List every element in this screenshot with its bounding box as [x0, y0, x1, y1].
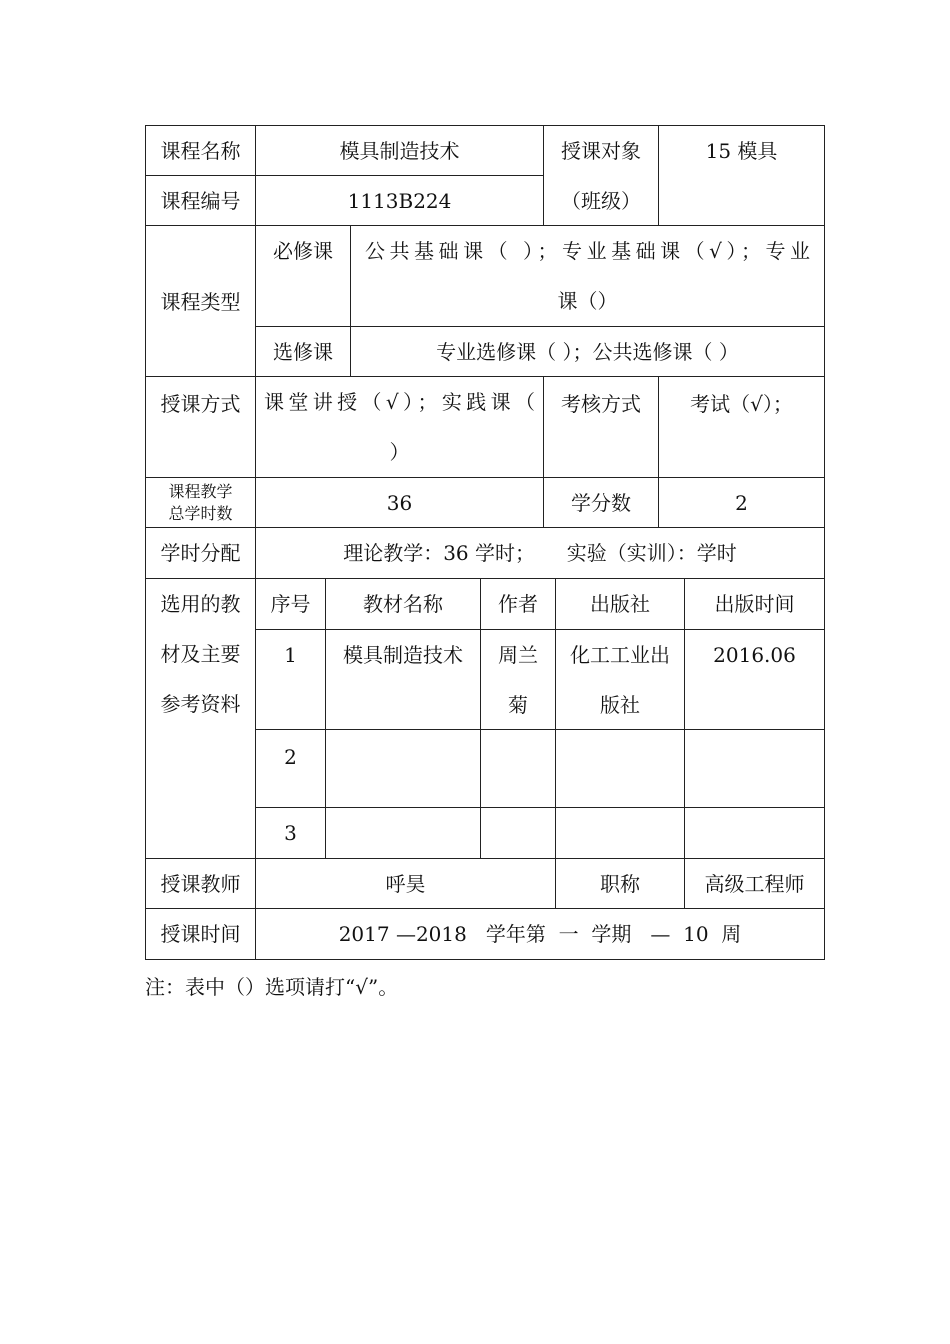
required-options-line2: 课（） [557, 289, 618, 313]
value-teach-time: 2017 —2018 学年第 一 学期 — 10 周 [255, 908, 825, 960]
materials-header-no: 序号 [255, 578, 326, 630]
table-row-2-author [480, 729, 556, 808]
label-total-hours-line2: 总学时数 [168, 504, 233, 523]
value-target: 15 模具 [658, 125, 825, 226]
label-target [543, 125, 659, 226]
label-teach-mode: 授课方式 [145, 376, 256, 478]
label-total-hours [145, 477, 256, 528]
label-title: 职称 [555, 858, 685, 909]
value-title: 高级工程师 [684, 858, 825, 909]
label-elective: 选修课 [255, 326, 351, 377]
label-target-line2: （班级） [561, 189, 641, 213]
value-required-options [350, 225, 825, 327]
table-row-2-name [325, 729, 481, 808]
table-row-3-date [684, 807, 825, 859]
table-row-2-no: 2 [255, 729, 326, 808]
value-course-name: 模具制造技术 [255, 125, 544, 176]
value-exam-mode: 考试（√）； [658, 376, 825, 478]
label-target-line1: 授课对象 [561, 139, 641, 163]
materials-header-author: 作者 [480, 578, 556, 630]
value-credits: 2 [658, 477, 825, 528]
table-row-3-author [480, 807, 556, 859]
label-credits: 学分数 [543, 477, 659, 528]
table-row-2-date [684, 729, 825, 808]
label-materials [145, 578, 256, 859]
table-row-1-publisher-line1: 化工工业出 [570, 643, 670, 667]
label-materials-line2: 材及主要 [160, 642, 241, 666]
label-materials-line1: 选用的教 [160, 592, 241, 616]
materials-header-publisher: 出版社 [555, 578, 685, 630]
teach-mode-line1: 课堂讲授（√）；实践课（ [264, 390, 535, 414]
value-elective-options: 专业选修课（ ）；公共选修课（ ） [350, 326, 825, 377]
table-row-1-name: 模具制造技术 [325, 629, 481, 730]
table-row-3-name [325, 807, 481, 859]
table-row-1-author-line2: 菊 [508, 693, 528, 717]
label-required: 必修课 [255, 225, 351, 327]
value-hours-alloc: 理论教学：36 学时； 实验（实训）：学时 [255, 527, 825, 579]
table-row-3-publisher [555, 807, 685, 859]
materials-header-name: 教材名称 [325, 578, 481, 630]
label-teacher: 授课教师 [145, 858, 256, 909]
label-course-name: 课程名称 [145, 125, 256, 176]
table-row-1-publisher-line2: 版社 [600, 693, 640, 717]
value-course-code: 1113B224 [255, 175, 544, 226]
table-row-3-no: 3 [255, 807, 326, 859]
table-row-1-date: 2016.06 [684, 629, 825, 730]
table-row-2-publisher [555, 729, 685, 808]
footnote: 注：表中（）选项请打“√”。 [145, 975, 399, 999]
value-total-hours: 36 [255, 477, 544, 528]
materials-header-date: 出版时间 [684, 578, 825, 630]
label-teach-time: 授课时间 [145, 908, 256, 960]
table-row-1-publisher [555, 629, 685, 730]
teach-mode-line2: ） [389, 440, 410, 464]
required-options-line1: 公共基础课（ ）；专业基础课（√）；专业 [365, 239, 810, 263]
label-materials-line3: 参考资料 [160, 692, 241, 716]
table-row-1-author [480, 629, 556, 730]
value-teacher: 呼昊 [255, 858, 556, 909]
table-row-1-no: 1 [255, 629, 326, 730]
label-total-hours-line1: 课程教学 [168, 482, 233, 501]
label-course-type: 课程类型 [145, 225, 256, 377]
value-teach-mode [255, 376, 544, 478]
table-row-1-author-line1: 周兰 [498, 643, 538, 667]
label-exam-mode: 考核方式 [543, 376, 659, 478]
label-course-code: 课程编号 [145, 175, 256, 226]
label-hours-alloc: 学时分配 [145, 527, 256, 579]
